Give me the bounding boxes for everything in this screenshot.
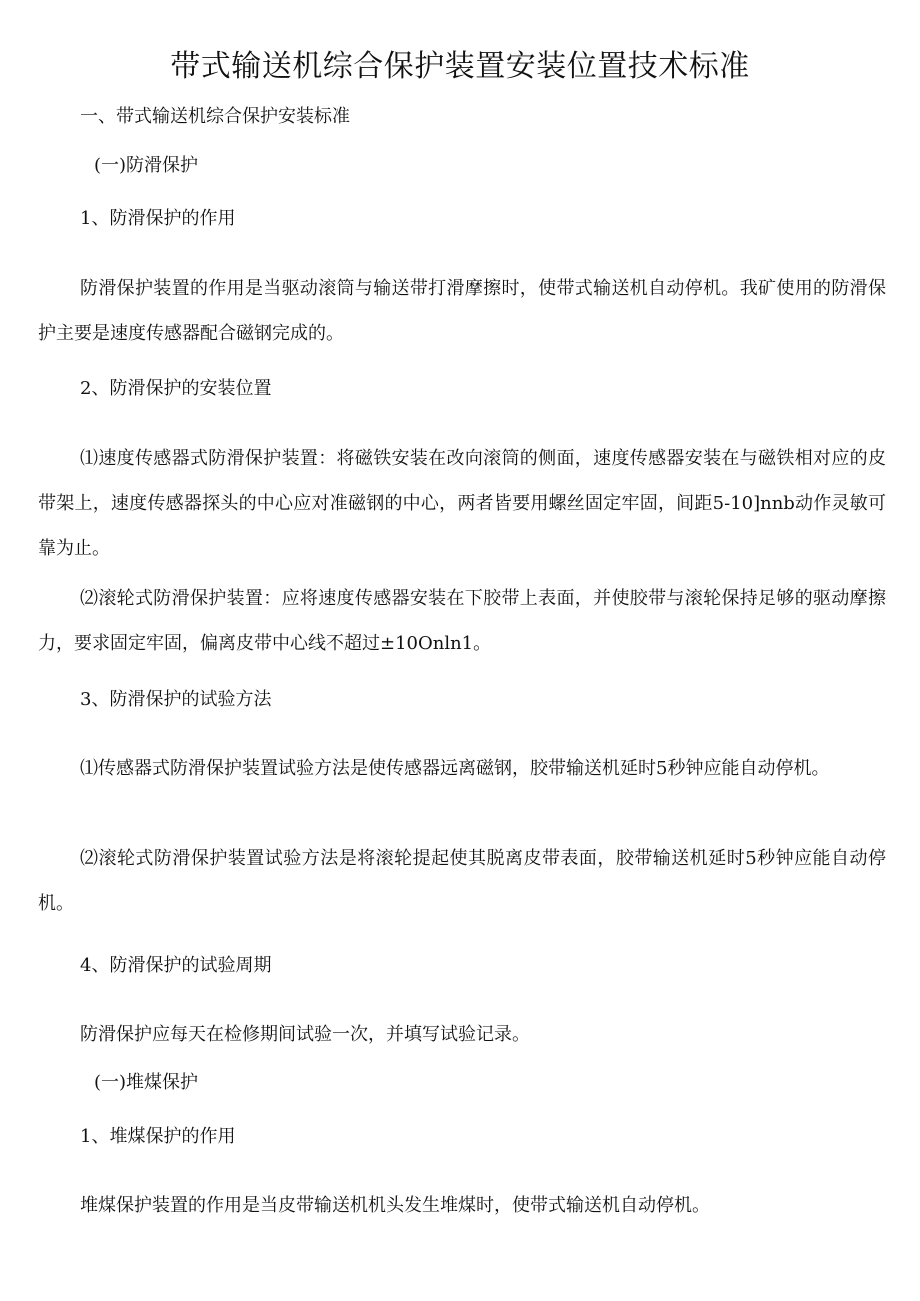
heading-antislip-function: 1、防滑保护的作用 (80, 208, 236, 229)
subsection-heading-antislip: (一)防滑保护 (94, 155, 199, 176)
paragraph-antislip-function: 防滑保护装置的作用是当驱动滚筒与输送带打滑摩擦时，使带式输送机自动停机。我矿使用的防滑保护主要是速度传感器配合磁钢完成的。 (38, 278, 886, 344)
paragraph-test-cycle: 防滑保护应每天在检修期间试验一次，并填写试验记录。 (80, 1024, 530, 1045)
paragraph-coal-pile-function: 堆煤保护装置的作用是当皮带输送机机头发生堆煤时，使带式输送机自动停机。 (80, 1195, 710, 1216)
heading-coal-pile-function: 1、堆煤保护的作用 (80, 1126, 236, 1147)
heading-antislip-test-method: 3、防滑保护的试验方法 (80, 689, 272, 710)
subsection-heading-coal-pile: (一)堆煤保护 (94, 1072, 199, 1093)
paragraph-position-2: ⑵滚轮式防滑保护装置：应将速度传感器安装在下胶带上表面，并使胶带与滚轮保持足够的驱动摩擦力，要求固定牢固，偏离皮带中心线不超过±10Onln1。 (38, 588, 886, 654)
paragraph-test-1: ⑴传感器式防滑保护装置试验方法是使传感器远离磁钢，胶带输送机延时5秒钟应能自动停机。 (80, 758, 830, 779)
heading-antislip-test-cycle: 4、防滑保护的试验周期 (80, 955, 272, 976)
section-heading: 一、带式输送机综合保护安装标准 (80, 106, 350, 127)
heading-antislip-position: 2、防滑保护的安装位置 (80, 378, 272, 399)
document-title: 带式输送机综合保护装置安装位置技术标准 (170, 49, 750, 84)
paragraph-test-2: ⑵滚轮式防滑保护装置试验方法是将滚轮提起使其脱离皮带表面，胶带输送机延时5秒钟应能自动停机。 (38, 848, 886, 914)
paragraph-position-1: ⑴速度传感器式防滑保护装置：将磁铁安装在改向滚筒的侧面，速度传感器安装在与磁铁相对应的皮带架上，速度传感器探头的中心应对准磁钢的中心，两者皆要用螺丝固定牢固，间距5-10]nnb动作灵敏可靠为止。 (38, 448, 886, 559)
